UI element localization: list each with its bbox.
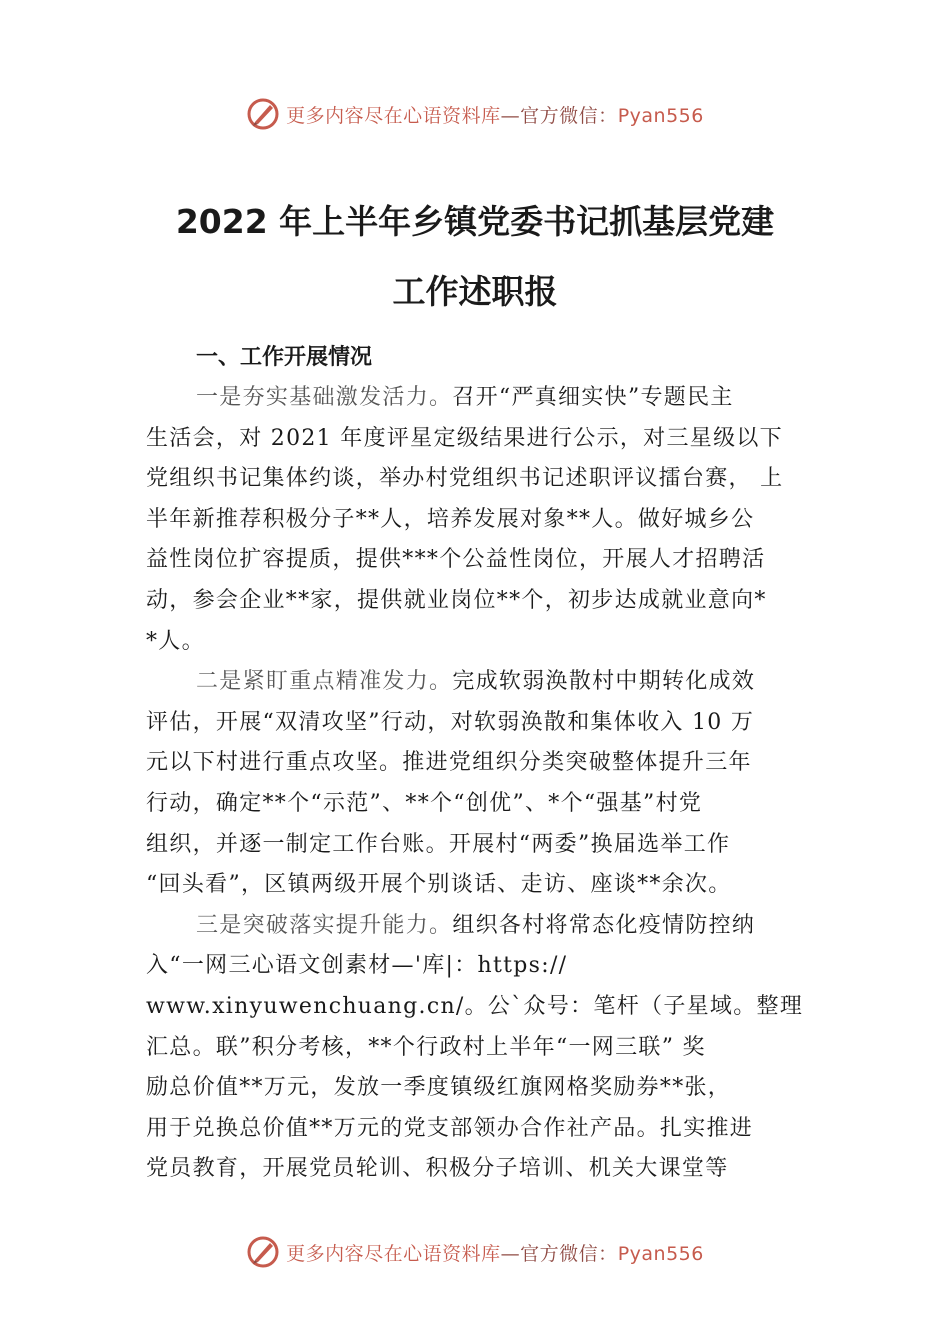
banner-part1: 更多内容尽在心语资料库 xyxy=(286,1242,501,1265)
paragraph-line: 二是紧盯重点精准发力。完成软弱涣散村中期转化成效 xyxy=(196,669,756,695)
paragraph-lead: 一是夯实基础激发活力。 xyxy=(196,385,453,410)
document-title-line1: 2022 年上半年乡镇党委书记抓基层党建 xyxy=(175,202,775,241)
banner-wechat-id: Pyan556 xyxy=(617,1242,704,1265)
paragraph-line: 半年新推荐积极分子**人，培养发展对象**人。做好城乡公 xyxy=(146,506,755,532)
paragraph-line: www.xinyuwenchuang.cn/。公`众号：笔杆（子星域。整理 xyxy=(146,993,804,1019)
paragraph-line: 入“一网三心语文创素材—'库|：https:// xyxy=(146,953,568,979)
paragraph-line: 励总价值**万元，发放一季度镇级红旗网格奖励券**张， xyxy=(146,1075,732,1101)
paragraph-line: 党员教育，开展党员轮训、积极分子培训、机关大课堂等 xyxy=(146,1156,729,1182)
paragraph-line: 动，参会企业**家，提供就业岗位**个，初步达成就业意向* xyxy=(146,587,767,613)
paragraph-line: *人。 xyxy=(146,628,205,654)
paragraph-line: 生活会，对 2021 年度评星定级结果进行公示，对三星级以下 xyxy=(146,425,783,451)
paragraph-line: 元以下村进行重点攻坚。推进党组织分类突破整体提升三年 xyxy=(146,750,752,776)
banner-wechat-id: Pyan556 xyxy=(617,104,704,127)
paragraph-line: 汇总。联”积分考核，**个行政村上半年“一网三联” 奖 xyxy=(146,1034,706,1060)
paragraph-lead: 二是紧盯重点精准发力。 xyxy=(196,669,453,695)
banner-part2: —官方微信： xyxy=(500,104,618,127)
bottom-banner xyxy=(0,1230,950,1274)
paragraph-line: “回头看”，区镇两级开展个别谈话、走访、座谈**余次。 xyxy=(146,872,732,898)
paragraph-line: 用于兑换总价值**万元的党支部领办合作社产品。扎实推进 xyxy=(146,1115,754,1141)
pen-logo-icon xyxy=(246,97,280,131)
pen-logo-icon xyxy=(246,1235,280,1269)
paragraph-2 xyxy=(146,662,816,906)
paragraph-line: 三是突破落实提升能力。组织各村将常态化疫情防控纳 xyxy=(196,912,756,938)
top-banner xyxy=(0,92,950,136)
paragraph-line: 行动，确定**个“示范”、**个“创优”、*个“强基”村党 xyxy=(146,790,703,816)
paragraph-lead: 三是突破落实提升能力。 xyxy=(196,912,453,938)
banner-text xyxy=(286,1239,704,1266)
banner-part2: —官方微信： xyxy=(500,1242,618,1265)
paragraph-line: 一是夯实基础激发活力。召开“严真细实快”专题民主 xyxy=(196,385,734,410)
document-title-line2: 工作述职报 xyxy=(392,272,558,311)
document-body xyxy=(146,338,816,1190)
banner-part1: 更多内容尽在心语资料库 xyxy=(286,104,501,127)
paragraph-line: 组织，并逐一制定工作台账。开展村“两委”换届选举工作 xyxy=(146,831,731,857)
section-heading: 一、工作开展情况 xyxy=(196,345,373,370)
banner-text xyxy=(286,101,704,128)
paragraph-line: 党组织书记集体约谈，举办村党组织书记述职评议擂台赛， 上 xyxy=(146,466,784,492)
paragraph-3 xyxy=(146,906,816,1190)
paragraph-1 xyxy=(146,378,816,662)
paragraph-line: 评估，开展“双清攻坚”行动，对软弱涣散和集体收入 10 万 xyxy=(146,709,755,735)
paragraph-line: 益性岗位扩容提质，提供***个公益性岗位，开展人才招聘活 xyxy=(146,547,766,573)
